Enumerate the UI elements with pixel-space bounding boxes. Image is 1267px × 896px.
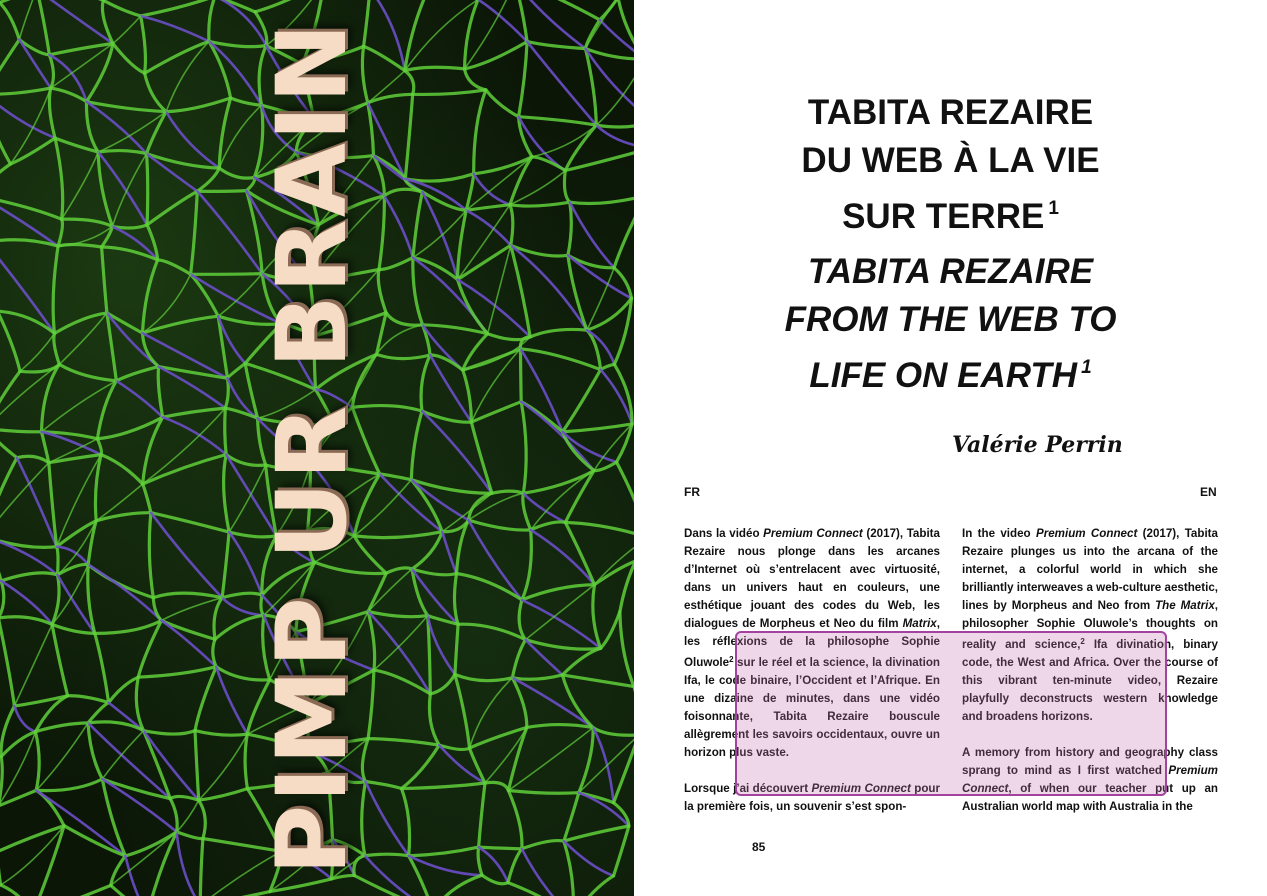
network-strand — [402, 783, 486, 789]
network-strand — [36, 723, 89, 732]
network-strand — [116, 381, 162, 417]
title-en-line-2: FROM THE WEB TO — [784, 300, 1117, 339]
network-strand — [512, 678, 593, 728]
network-strand — [0, 3, 19, 40]
network-strand — [144, 731, 195, 734]
network-strand — [565, 522, 594, 584]
text-run: , les réflexions de la philosophe Sophie Oluwole — [684, 617, 940, 669]
network-strand — [147, 154, 198, 192]
network-strand — [58, 219, 62, 246]
network-strand — [58, 245, 102, 248]
network-strand — [384, 189, 422, 196]
text-run: (2017), Tabita Rezaire plunges us into the arcana of the internet, a colorful world in which she brilliantly interweaves a web-culture aesthetic, lines by Morpheus and Neo from — [962, 527, 1218, 612]
network-strand — [141, 0, 215, 16]
network-strand — [55, 138, 63, 219]
network-strand — [593, 728, 634, 736]
network-strand — [586, 0, 619, 49]
network-strand — [0, 852, 1, 885]
film-title: Matrix — [902, 617, 937, 630]
network-strand — [479, 783, 485, 847]
title-fr-line-1: TABITA REZAIRE — [807, 93, 1094, 132]
network-strand — [0, 617, 52, 625]
network-strand — [379, 258, 413, 270]
network-strand — [486, 90, 519, 117]
network-strand — [36, 723, 88, 791]
network-strand — [141, 16, 209, 41]
title-fr-line-3-text: SUR TERRE — [842, 197, 1045, 236]
network-strand — [386, 313, 423, 325]
network-strand — [125, 856, 147, 896]
network-strand — [527, 725, 593, 728]
network-strand — [219, 168, 254, 178]
selection-highlight-box[interactable] — [735, 631, 1167, 796]
network-strand — [17, 456, 49, 462]
network-strand — [51, 44, 113, 89]
network-strand — [469, 520, 531, 530]
network-strand — [0, 40, 19, 94]
network-strand — [471, 422, 492, 493]
network-strand — [147, 154, 148, 225]
network-strand — [197, 168, 219, 191]
network-strand — [562, 675, 634, 687]
network-strand — [98, 152, 147, 225]
text-run: A memory from history and geography class sprang to mind as I first watched — [962, 746, 1218, 777]
network-strand — [564, 826, 629, 841]
network-strand — [228, 363, 246, 378]
footnote-marker-en[interactable]: 1 — [1081, 357, 1092, 378]
network-strand — [53, 246, 58, 333]
network-strand — [191, 191, 198, 274]
network-strand — [138, 667, 216, 678]
network-strand — [368, 573, 386, 611]
work-title: Premium Connect — [763, 527, 863, 540]
title-english — [634, 248, 1267, 400]
network-strand — [531, 530, 595, 585]
network-strand — [49, 44, 113, 55]
language-label-fr: FR — [684, 485, 700, 499]
title-french — [634, 89, 1267, 241]
network-strand — [191, 274, 219, 316]
network-strand — [596, 59, 634, 125]
network-strand — [166, 98, 231, 112]
network-strand — [510, 171, 565, 205]
text-run: Lorsque j’ai découvert — [684, 782, 812, 795]
work-title: Premium Connect — [962, 764, 1218, 795]
network-strand — [433, 875, 482, 896]
network-strand — [199, 789, 248, 801]
title-fr-line-2: DU WEB À LA VIE — [801, 141, 1100, 180]
network-strand — [136, 677, 143, 731]
network-strand — [521, 349, 563, 432]
network-strand — [158, 260, 191, 274]
network-strand — [521, 402, 526, 494]
network-strand — [111, 856, 126, 886]
network-strand — [519, 117, 597, 126]
network-strand — [145, 41, 209, 73]
network-strand — [411, 411, 422, 480]
network-strand — [521, 349, 522, 402]
network-strand — [412, 569, 457, 575]
network-strand — [377, 354, 431, 358]
network-strand — [469, 493, 524, 520]
network-strand — [596, 125, 634, 148]
text-run: pour la première fois, un souvenir s’est spon- — [684, 782, 940, 813]
network-strand — [364, 46, 405, 70]
network-strand — [225, 378, 228, 408]
network-strand — [0, 581, 4, 618]
network-strand — [519, 42, 528, 117]
network-strand — [526, 585, 595, 640]
network-strand — [166, 112, 219, 169]
network-strand — [49, 55, 86, 102]
network-strand — [98, 151, 146, 154]
network-strand — [111, 885, 148, 896]
network-strand — [564, 793, 579, 841]
network-strand — [88, 703, 109, 723]
network-strand — [191, 274, 263, 275]
network-strand — [469, 520, 522, 600]
network-strand — [593, 728, 614, 803]
network-strand — [379, 196, 384, 270]
network-strand — [0, 618, 14, 706]
network-strand — [421, 355, 430, 411]
network-strand — [508, 791, 578, 794]
network-strand — [512, 675, 562, 679]
network-strand — [530, 329, 587, 336]
network-strand — [365, 854, 409, 856]
title-en-line-3-text: LIFE ON EARTH — [809, 356, 1078, 395]
network-strand — [532, 125, 596, 157]
network-strand — [209, 41, 262, 105]
network-strand — [454, 574, 458, 625]
network-strand — [601, 612, 620, 649]
network-strand — [422, 411, 492, 493]
text-run: , of when our teacher put up an Australian world map with Australia in the — [962, 782, 1218, 813]
network-strand — [161, 621, 216, 667]
network-strand — [149, 513, 153, 598]
network-strand — [54, 333, 59, 364]
network-strand — [0, 826, 64, 852]
network-strand — [68, 696, 109, 703]
network-strand — [614, 735, 634, 803]
work-title: Premium Connect — [1035, 527, 1138, 540]
network-strand — [103, 0, 140, 16]
network-strand — [409, 856, 482, 875]
network-strand — [0, 790, 36, 806]
network-strand — [161, 621, 215, 640]
network-strand — [11, 138, 56, 164]
footnote-marker-fr[interactable]: 1 — [1048, 198, 1059, 219]
network-strand — [59, 364, 116, 380]
network-strand — [215, 0, 255, 12]
network-strand — [455, 624, 458, 674]
network-strand — [151, 513, 222, 598]
network-strand — [413, 90, 486, 95]
network-strand — [474, 90, 486, 174]
network-strand — [0, 757, 2, 806]
network-strand — [601, 364, 615, 369]
network-strand — [368, 670, 374, 739]
network-strand — [568, 202, 571, 255]
network-strand — [512, 640, 525, 678]
network-strand — [199, 800, 206, 838]
network-strand — [368, 94, 413, 103]
network-strand — [405, 0, 430, 71]
network-strand — [413, 192, 423, 258]
network-strand — [195, 731, 247, 736]
author-byline: Valérie Perrin — [952, 432, 1123, 458]
network-strand — [197, 191, 246, 192]
network-strand — [587, 298, 632, 330]
network-strand — [508, 727, 526, 790]
network-strand — [147, 191, 197, 225]
network-strand — [508, 791, 522, 849]
network-strand — [57, 547, 58, 575]
network-strand — [62, 152, 99, 219]
network-strand — [101, 455, 143, 484]
network-strand — [563, 370, 601, 432]
language-label-en: EN — [1200, 485, 1217, 499]
network-strand — [478, 847, 482, 875]
network-strand — [37, 0, 50, 55]
network-strand — [593, 585, 601, 649]
network-strand — [405, 179, 466, 211]
network-strand — [614, 826, 629, 876]
network-strand — [145, 73, 167, 111]
network-strand — [219, 98, 230, 168]
network-strand — [161, 598, 222, 621]
network-strand — [116, 367, 158, 381]
network-strand — [492, 491, 524, 493]
network-strand — [62, 219, 113, 226]
network-strand — [405, 94, 412, 179]
network-strand — [0, 428, 42, 432]
network-strand — [455, 674, 513, 680]
network-strand — [465, 69, 486, 90]
network-strand — [412, 569, 428, 616]
network-strand — [510, 205, 513, 246]
network-strand — [143, 484, 151, 513]
network-strand — [413, 258, 423, 325]
network-strand — [366, 782, 402, 789]
network-strand — [195, 667, 216, 731]
title-en-line-1: TABITA REZAIRE — [807, 252, 1094, 291]
network-strand — [0, 94, 55, 138]
network-strand — [570, 196, 634, 204]
text-run: In the video — [962, 527, 1036, 540]
network-strand — [19, 40, 50, 89]
network-strand — [0, 458, 17, 537]
network-strand — [0, 94, 11, 164]
network-strand — [95, 455, 101, 521]
text-run: sur le réel et la science, la divination Ifa, le code binaire, l’Occident et l’Afrique. En une dizaine de minutes, dans une vidéo foisonnante, Tabita Rezaire bouscule allègrement les savoirs occidentaux, ouvre un horizon plus vaste. — [684, 656, 940, 759]
network-strand — [596, 121, 634, 127]
network-strand — [143, 455, 227, 485]
network-strand — [510, 202, 570, 206]
network-strand — [466, 157, 532, 211]
network-strand — [213, 639, 216, 666]
network-strand — [200, 839, 203, 896]
network-strand — [522, 841, 564, 849]
network-strand — [163, 417, 227, 454]
network-strand — [368, 612, 375, 671]
network-strand — [144, 731, 199, 801]
network-strand — [0, 364, 59, 428]
network-strand — [177, 800, 199, 832]
network-strand — [617, 462, 635, 537]
network-strand — [562, 648, 600, 675]
network-strand — [455, 674, 470, 748]
network-strand — [143, 417, 163, 484]
network-strand — [163, 408, 226, 417]
network-strand — [405, 71, 414, 95]
network-strand — [485, 782, 508, 790]
network-strand — [14, 624, 52, 706]
network-strand — [368, 612, 428, 617]
network-strand — [209, 0, 215, 41]
network-strand — [562, 675, 593, 728]
footnote-reference[interactable]: 2 — [1080, 637, 1085, 646]
network-strand — [158, 367, 162, 418]
network-strand — [522, 849, 573, 896]
network-strand — [177, 832, 201, 896]
network-strand — [0, 164, 11, 196]
network-strand — [36, 779, 102, 791]
network-strand — [380, 474, 443, 532]
network-strand — [153, 593, 222, 598]
work-title: Premium Connect — [811, 782, 911, 795]
network-strand — [49, 55, 53, 88]
network-strand — [177, 832, 203, 839]
network-strand — [0, 371, 20, 428]
network-strand — [1, 885, 32, 896]
network-strand — [515, 0, 600, 20]
network-strand — [0, 196, 62, 219]
network-strand — [563, 424, 633, 432]
network-strand — [200, 892, 269, 896]
network-strand — [52, 624, 68, 695]
network-strand — [109, 677, 139, 702]
network-strand — [95, 621, 162, 634]
film-title: The Matrix — [1155, 599, 1215, 612]
network-strand — [573, 876, 614, 896]
network-strand — [519, 600, 525, 640]
network-strand — [107, 313, 143, 333]
network-strand — [225, 408, 226, 454]
network-strand — [224, 455, 230, 533]
network-strand — [14, 706, 35, 732]
network-strand — [429, 694, 439, 745]
network-strand — [458, 624, 525, 639]
text-run: , philosopher Sophie Oluwole’s thoughts on reality and science, — [962, 599, 1218, 651]
network-strand — [113, 16, 141, 44]
network-strand — [466, 210, 511, 245]
network-strand — [368, 569, 412, 612]
article-page — [634, 0, 1267, 896]
network-strand — [255, 0, 324, 12]
network-strand — [102, 247, 158, 260]
network-strand — [442, 532, 456, 574]
network-strand — [49, 88, 55, 138]
text-run: (2017), Tabita Rezaire nous plonge dans les arcanes d’Internet où s’entrelacent avec virtuosité, dans un univers haut en couleurs, une esthétique jouant des codes du Web, les dialogues de Morpheus et Neo du film — [684, 527, 940, 630]
network-strand — [384, 196, 413, 258]
network-strand — [423, 325, 488, 334]
network-strand — [95, 633, 109, 702]
network-strand — [470, 727, 527, 748]
network-strand — [36, 732, 40, 791]
network-strand — [0, 311, 20, 371]
network-strand — [374, 616, 428, 671]
network-strand — [565, 522, 634, 537]
network-strand — [428, 616, 455, 675]
network-strand — [470, 678, 513, 748]
network-strand — [469, 493, 492, 520]
network-strand — [402, 745, 440, 788]
network-strand — [20, 333, 55, 371]
network-strand — [42, 364, 60, 431]
network-strand — [430, 674, 455, 694]
network-strand — [57, 547, 89, 565]
network-strand — [479, 847, 522, 849]
text-run: Dans la vidéo — [684, 527, 764, 540]
network-strand — [0, 243, 55, 334]
network-strand — [405, 174, 473, 181]
network-strand — [245, 734, 247, 788]
network-strand — [471, 402, 521, 422]
network-strand — [113, 44, 145, 74]
network-strand — [368, 739, 439, 746]
title-en-line-3 — [634, 344, 1267, 400]
network-strand — [0, 88, 51, 94]
page-number: 85 — [752, 840, 766, 854]
network-strand — [614, 196, 634, 268]
network-strand — [564, 171, 569, 203]
network-strand — [620, 612, 634, 687]
footnote-reference[interactable]: 2 — [729, 655, 734, 664]
network-strand — [195, 731, 199, 801]
network-strand — [508, 883, 573, 896]
network-strand — [405, 67, 465, 70]
vertical-artwork-title: PIMP UR BRAIN — [256, 20, 368, 876]
network-strand — [141, 16, 146, 73]
network-strand — [465, 0, 515, 69]
network-strand — [19, 0, 36, 40]
text-run: Ifa divination, binary code, the West and Africa. Over the course of this vibrant ten-minute video, Rezaire playfully deconstructs western knowledge and broadens horizons. — [962, 638, 1218, 723]
title-fr-line-3 — [634, 185, 1267, 241]
network-strand — [153, 598, 161, 621]
network-strand — [508, 849, 522, 883]
network-strand — [409, 847, 479, 856]
network-strand — [102, 247, 107, 313]
network-strand — [378, 269, 386, 312]
network-strand — [522, 530, 531, 600]
network-strand — [1, 573, 57, 581]
network-strand — [222, 532, 229, 598]
network-strand — [617, 424, 633, 462]
